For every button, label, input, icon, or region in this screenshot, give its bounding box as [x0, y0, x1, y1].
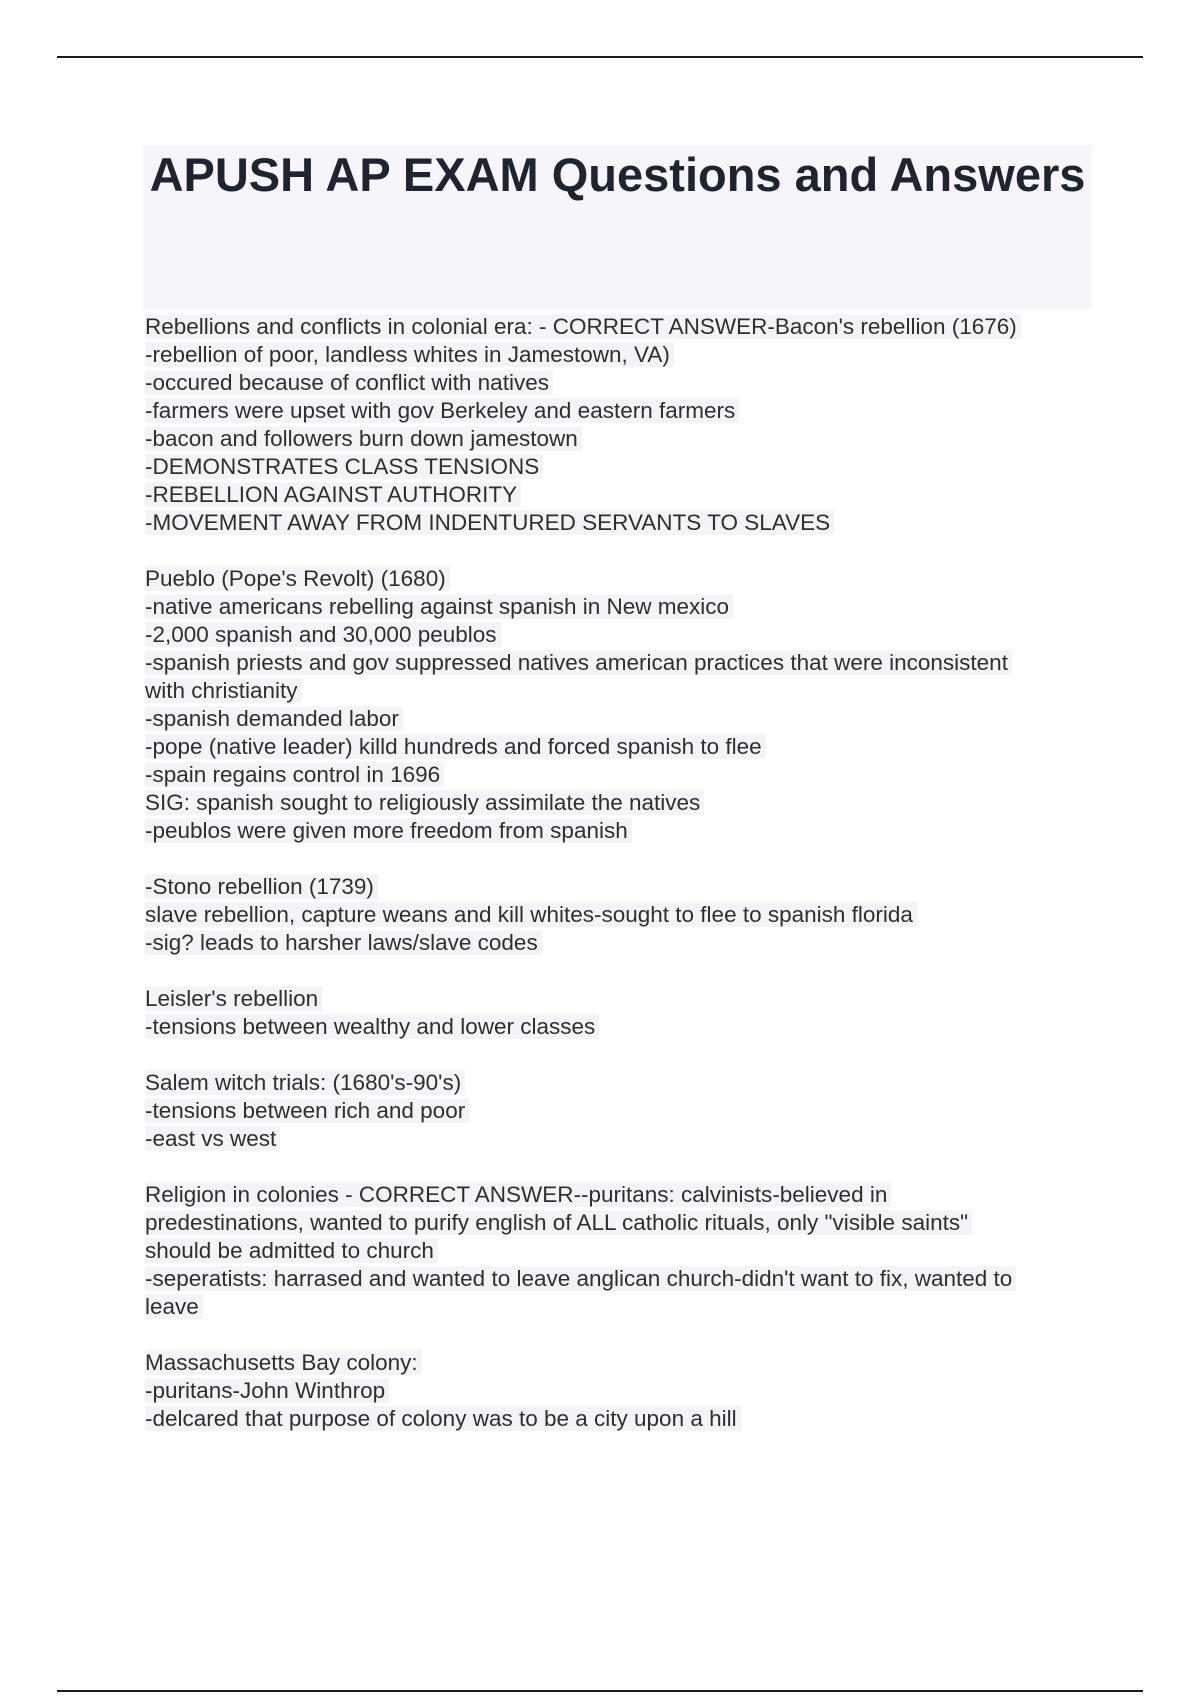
text-line: -pope (native leader) killd hundreds and forced spanish to flee: [145, 733, 1095, 761]
text-line: -REBELLION AGAINST AUTHORITY: [145, 481, 1095, 509]
text-line: with christianity: [145, 677, 1095, 705]
page-title: APUSH AP EXAM Questions and Answers: [149, 148, 1086, 201]
document-body: [145, 313, 1095, 1461]
text-line: predestinations, wanted to purify english of ALL catholic rituals, only "visible saints": [145, 1209, 1095, 1237]
text-line: Leisler's rebellion: [145, 985, 1095, 1013]
qa-section-pueblo-revolt: [145, 565, 1095, 845]
text-line: -2,000 spanish and 30,000 peublos: [145, 621, 1095, 649]
text-line: -peublos were given more freedom from spanish: [145, 817, 1095, 845]
text-line: -east vs west: [145, 1125, 1095, 1153]
text-line: -rebellion of poor, landless whites in Jamestown, VA): [145, 341, 1095, 369]
text-line: -delcared that purpose of colony was to be a city upon a hill: [145, 1405, 1095, 1433]
text-line: Massachusetts Bay colony:: [145, 1349, 1095, 1377]
title-block: [143, 145, 1092, 310]
text-line: Religion in colonies - CORRECT ANSWER--puritans: calvinists-believed in: [145, 1181, 1095, 1209]
text-line: -tensions between wealthy and lower classes: [145, 1013, 1095, 1041]
qa-section-massachusetts-bay: [145, 1349, 1095, 1433]
qa-section-leisler-rebellion: [145, 985, 1095, 1041]
text-line: -MOVEMENT AWAY FROM INDENTURED SERVANTS TO SLAVES: [145, 509, 1095, 537]
text-line: -tensions between rich and poor: [145, 1097, 1095, 1125]
text-line: -bacon and followers burn down jamestown: [145, 425, 1095, 453]
text-line: should be admitted to church: [145, 1237, 1095, 1265]
text-line: Rebellions and conflicts in colonial era: - CORRECT ANSWER-Bacon's rebellion (1676): [145, 313, 1095, 341]
text-line: -seperatists: harrased and wanted to leave anglican church-didn't want to fix, wanted to: [145, 1265, 1095, 1293]
text-line: -puritans-John Winthrop: [145, 1377, 1095, 1405]
text-line: -spanish priests and gov suppressed natives american practices that were inconsistent: [145, 649, 1095, 677]
text-line: -Stono rebellion (1739): [145, 873, 1095, 901]
text-line: slave rebellion, capture weans and kill whites-sought to flee to spanish florida: [145, 901, 1095, 929]
text-line: -DEMONSTRATES CLASS TENSIONS: [145, 453, 1095, 481]
qa-section-religion-in-colonies: [145, 1181, 1095, 1321]
text-line: Salem witch trials: (1680's-90's): [145, 1069, 1095, 1097]
text-line: Pueblo (Pope's Revolt) (1680): [145, 565, 1095, 593]
qa-section-salem-witch-trials: [145, 1069, 1095, 1153]
text-line: SIG: spanish sought to religiously assimilate the natives: [145, 789, 1095, 817]
text-line: -farmers were upset with gov Berkeley and eastern farmers: [145, 397, 1095, 425]
text-line: -occured because of conflict with natives: [145, 369, 1095, 397]
text-line: -sig? leads to harsher laws/slave codes: [145, 929, 1095, 957]
qa-section-colonial-rebellions: [145, 313, 1095, 537]
bottom-rule: [57, 1690, 1143, 1692]
text-line: -spain regains control in 1696: [145, 761, 1095, 789]
text-line: -native americans rebelling against spanish in New mexico: [145, 593, 1095, 621]
qa-section-stono-rebellion: [145, 873, 1095, 957]
text-line: leave: [145, 1293, 1095, 1321]
top-rule: [57, 56, 1143, 58]
text-line: -spanish demanded labor: [145, 705, 1095, 733]
